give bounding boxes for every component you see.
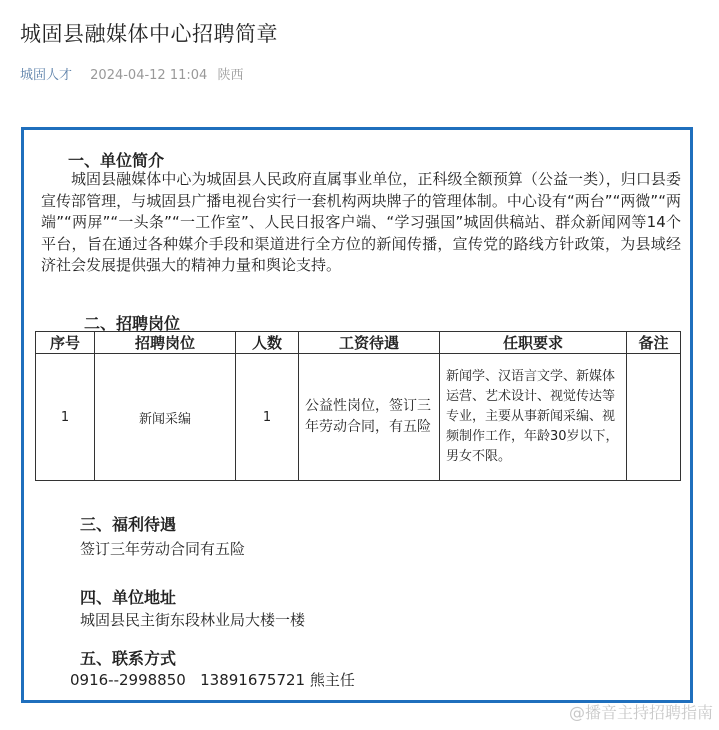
- cell-requirement: 新闻学、汉语言文学、新媒体运营、艺术设计、视觉传达等专业，主要从事新闻采编、视频制作工作，年龄30岁以下，男女不限。: [440, 354, 627, 481]
- section-benefits-heading: 三、福利待遇: [80, 515, 177, 534]
- table-row: [36, 354, 681, 481]
- cell-no: 1: [36, 354, 95, 481]
- section-intro-heading: 一、单位简介: [68, 151, 165, 170]
- header-note: 备注: [627, 332, 681, 354]
- header-position: 招聘岗位: [95, 332, 236, 354]
- publish-date: 2024-04-12 11:04: [90, 68, 208, 83]
- watermark: @播音主持招聘指南: [568, 703, 713, 722]
- author-link[interactable]: 城固人才: [20, 68, 73, 83]
- cell-position: 新闻采编: [95, 354, 236, 481]
- section-intro-text: 城固县融媒体中心为城固县人民政府直属事业单位，正科级全额预算（公益一类），归口县委宣传部管理，与城固县广播电视台实行一套机构两块牌子的管理体制。中心设有“两台”“两微”“两端”“两屏”“一头条”“一工作室”、人民日报客户端、“学习强国”城固供稿站、群众新闻网等14个平台，旨在通过各种媒介手段和渠道进行全方位的新闻传播，宣传党的路线方针政策，为县域经济社会发展提供强大的精神力量和舆论支持。: [41, 170, 681, 274]
- cell-count: 1: [236, 354, 299, 481]
- section-benefits-text: 签订三年劳动合同有五险: [80, 540, 246, 558]
- table-header-row: [36, 332, 681, 354]
- positions-table: [35, 331, 681, 481]
- article-meta: [20, 64, 249, 83]
- header-wage: 工资待遇: [299, 332, 440, 354]
- article-title: 城固县融媒体中心招聘简章: [20, 22, 278, 46]
- section-contact-heading: 五、联系方式: [80, 649, 177, 668]
- header-count: 人数: [236, 332, 299, 354]
- section-positions-heading: 二、招聘岗位: [84, 314, 181, 333]
- header-no: 序号: [36, 332, 95, 354]
- section-address-text: 城固县民主街东段林业局大楼一楼: [80, 611, 306, 629]
- cell-note: [627, 354, 681, 481]
- cell-wage: 公益性岗位，签订三年劳动合同，有五险: [299, 354, 440, 481]
- section-contact-text: 0916--2998850 13891675721 熊主任: [70, 671, 355, 689]
- publish-location: 陕西: [217, 68, 244, 83]
- header-requirement: 任职要求: [440, 332, 627, 354]
- section-address-heading: 四、单位地址: [80, 588, 177, 607]
